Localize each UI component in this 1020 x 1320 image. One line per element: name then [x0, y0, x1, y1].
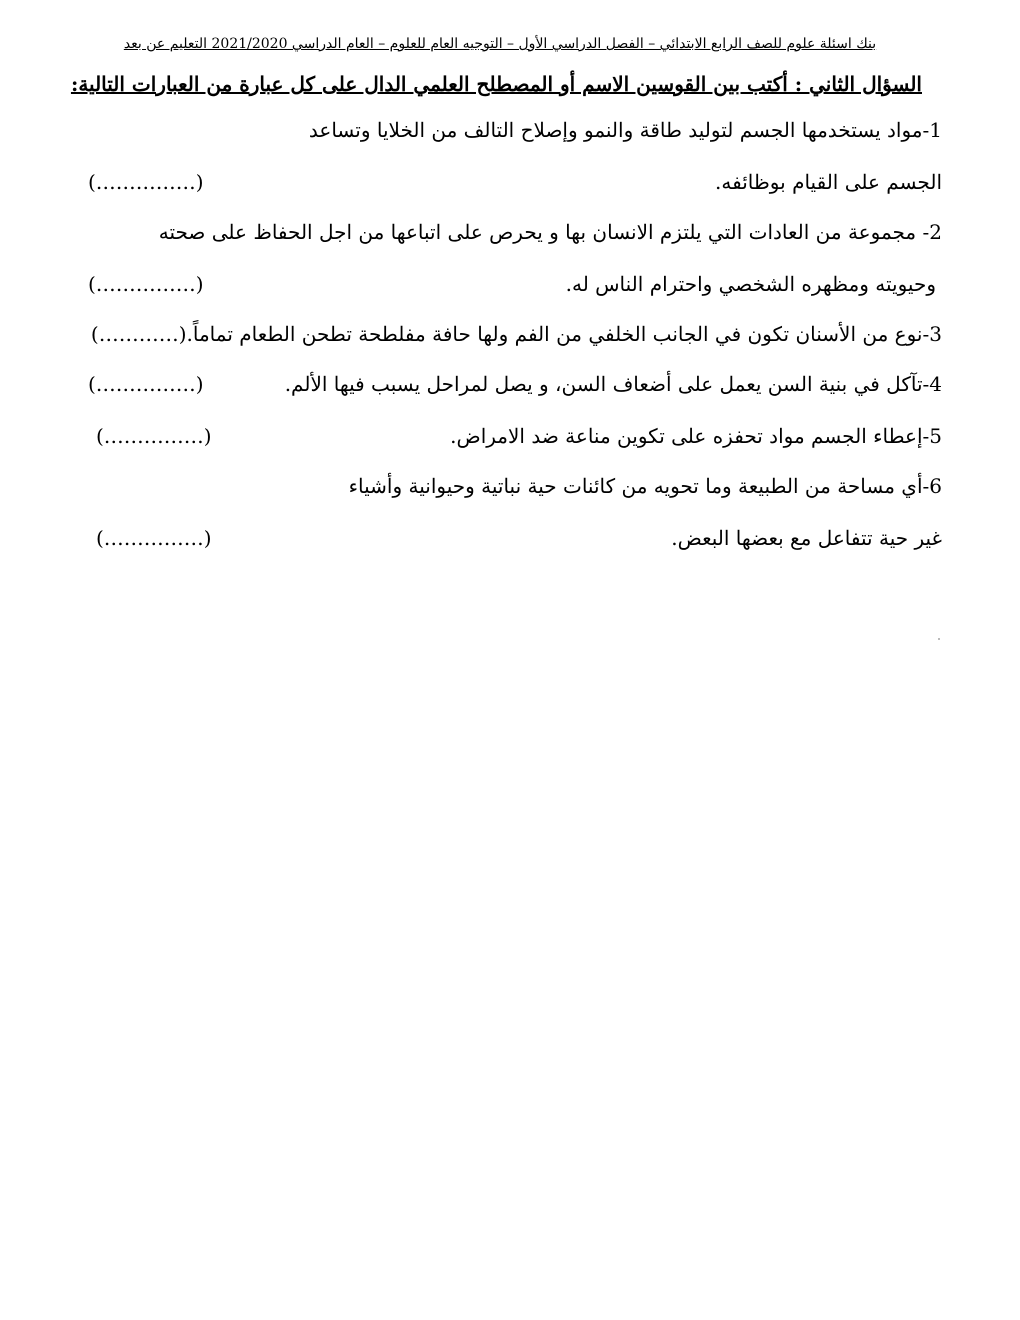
item-6-line-1: 6-أي مساحة من الطبيعة وما تحويه من كائنات حية نباتية وحيوانية وأشياء: [348, 474, 942, 498]
item-4-answer-blank: (……………): [88, 372, 204, 396]
question-title: السؤال الثاني : أكتب بين القوسين الاسم أو المصطلح العلمي الدال على كل عبارة من العبارات التالية:: [70, 72, 922, 96]
item-5-line-1: 5-إعطاء الجسم مواد تحفزه على تكوين مناعة ضد الامراض.: [450, 424, 942, 448]
item-1-answer-blank: (……………): [88, 170, 204, 194]
item-1-line-2: الجسم على القيام بوظائفه.: [715, 170, 942, 194]
item-6-answer-blank: (……………): [96, 526, 212, 550]
item-2-line-2: وحيويته ومظهره الشخصي واحترام الناس له.: [565, 272, 936, 296]
stray-mark: [938, 638, 940, 640]
item-1-line-1: 1-مواد يستخدمها الجسم لتوليد طاقة والنمو وإصلاح التالف من الخلايا وتساعد: [308, 118, 942, 142]
item-5-answer-blank: (……………): [96, 424, 212, 448]
item-3-line-1: 3-نوع من الأسنان تكون في الجانب الخلفي من الفم ولها حافة مفلطحة تطحن الطعام تماماً.(…………): [90, 322, 942, 346]
item-4-line-1: 4-تآكل في بنية السن يعمل على أضعاف السن، و يصل لمراحل يسبب فيها الألم.: [284, 372, 942, 396]
item-2-answer-blank: (……………): [88, 272, 204, 296]
page-header: بنك اسئلة علوم للصف الرابع الابتدائي – الفصل الدراسي الأول – التوجيه العام للعلوم – العام الدراسي 2021/2020 التعليم عن بعد: [123, 36, 877, 52]
item-2-line-1: 2- مجموعة من العادات التي يلتزم الانسان بها و يحرص على اتباعها من اجل الحفاظ على صحته: [158, 220, 942, 244]
item-6-line-2: غير حية تتفاعل مع بعضها البعض.: [671, 526, 942, 550]
